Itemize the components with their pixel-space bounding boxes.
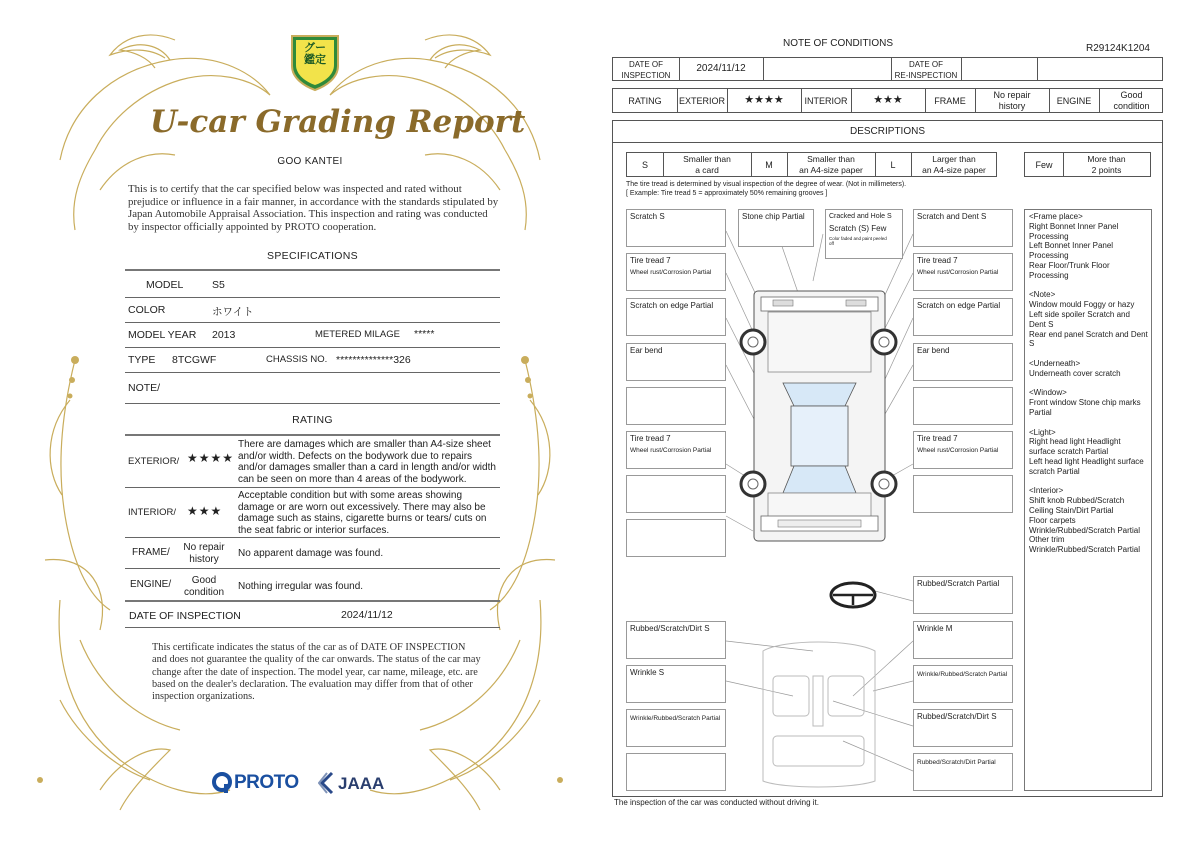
legend-l-desc: Larger than an A4-size paper — [922, 154, 986, 175]
divider — [125, 403, 500, 404]
condition-box — [913, 209, 1013, 247]
condition-box — [825, 209, 903, 259]
cell-divider — [1037, 58, 1038, 80]
condition-text: Color faded and paint peeled off — [829, 236, 887, 246]
frame-value: No repair history — [993, 90, 1031, 111]
tire-rear-right-icon — [872, 472, 896, 496]
legend-l: L — [890, 160, 896, 170]
condition-text: Rubbed/Scratch/Dirt Partial — [917, 759, 996, 766]
tire-example: [ Example: Tire tread 5 = approximately 50% remaining grooves ] — [626, 190, 828, 197]
proto-logo: PROTO — [234, 772, 299, 793]
condition-text: Cracked and Hole S — [829, 213, 892, 220]
model-label: MODEL — [146, 279, 184, 291]
reference-number: R29124K1204 — [1086, 43, 1150, 54]
legend-s: S — [641, 160, 648, 170]
condition-text: Wheel rust/Corrosion Partial — [917, 447, 999, 454]
legend-few: Few — [1035, 160, 1053, 170]
interior-sketch — [763, 642, 875, 787]
frame-value: No repair history — [183, 542, 225, 565]
interior-stars: ★★★ — [873, 94, 903, 106]
model-value: S5 — [212, 279, 225, 291]
divider — [125, 627, 500, 628]
frame-description: No apparent damage was found. — [238, 548, 384, 559]
engine-value: Good condition — [1113, 90, 1150, 111]
exterior-stars: ★★★★ — [187, 451, 235, 465]
condition-box-empty — [913, 475, 1013, 513]
conditions-heading: NOTE OF CONDITIONS — [783, 38, 893, 49]
model-year-value: 2013 — [212, 329, 236, 341]
condition-box — [913, 431, 1013, 469]
divider — [125, 434, 500, 436]
tire-front-left-icon — [741, 330, 765, 354]
condition-text: Scratch S — [630, 212, 665, 221]
condition-box-empty — [913, 387, 1013, 425]
certification-text: This is to certify that the car specified below was inspected and rated without prejudice or influence in a fair manner, in accordance with the standards stipulated by Japan Automobile Appraisal Association. This inspection and rating was conducted by inspector officially appointed by PROTO cooperation. — [128, 183, 499, 234]
condition-text: Wheel rust/Corrosion Partial — [630, 269, 712, 276]
condition-text: Rubbed/Scratch/Dirt S — [917, 712, 997, 721]
condition-box — [913, 253, 1013, 291]
date-reinspection-label: DATE OF RE-INSPECTION — [894, 60, 958, 80]
notes-text: <Frame place> Right Bonnet Inner Panel Processing Left Bonnet Inner Panel Processing Rear Floor/Trunk Floor Processing <Note> Window mould Foggy or hazy Left side spoiler Scratch and Dent S Rear end panel Scratch and Dent S <Underneath> Underneath cover scratch <Window> Front window Stone chip marks Partial <Light> Right head light Headlight surface scratch Partial Left head light Headlight surface scratch Partial <Interior> Shift knob Rubbed/Scratch Ceiling Stain/Dirt Partial Floor carpets Wrinkle/Rubbed/Scratch Partial Other trim Wrinkle/Rubbed/Scratch Partial — [1029, 212, 1148, 555]
divider — [125, 487, 500, 488]
tire-rear-left-icon — [741, 472, 765, 496]
condition-box-empty — [626, 387, 726, 425]
notes-panel — [1024, 209, 1152, 791]
chassis-value: **************326 — [336, 354, 411, 366]
cell-divider — [961, 58, 962, 80]
condition-text: Wrinkle/Rubbed/Scratch Partial — [917, 671, 1008, 678]
condition-text: Tire tread 7 — [917, 434, 958, 443]
jaaa-logo: JAAA — [338, 774, 385, 793]
divider — [125, 600, 500, 602]
legend-few-desc: More than 2 points — [1087, 154, 1126, 175]
exterior-description: There are damages which are smaller than A4-size sheet and/or width. Defects on the bodywork due to repairs and/or damages smaller than a card in length and/or width can be seen on more than 4 areas of the bodywork. — [238, 439, 496, 485]
condition-text: Stone chip Partial — [742, 212, 805, 221]
divider — [125, 568, 500, 569]
condition-text: Ear bend — [630, 346, 663, 355]
condition-text: Wheel rust/Corrosion Partial — [630, 447, 712, 454]
condition-box — [738, 209, 814, 247]
rating-heading: RATING — [292, 414, 333, 426]
color-value: ホワイト — [212, 306, 254, 318]
divider — [125, 347, 500, 348]
goo-kantei-badge — [288, 32, 342, 92]
descriptions-heading: DESCRIPTIONS — [849, 126, 925, 137]
condition-text: Ear bend — [917, 346, 950, 355]
condition-box — [626, 431, 726, 469]
condition-box — [626, 343, 726, 381]
legend-s-desc: Smaller than a card — [683, 154, 731, 175]
condition-box-empty — [626, 753, 726, 791]
condition-box — [626, 209, 726, 247]
steering-wheel-icon — [831, 583, 875, 607]
exterior-label: EXTERIOR/ — [128, 456, 180, 467]
condition-box — [913, 665, 1013, 703]
condition-text: Scratch (S) Few — [829, 224, 887, 233]
legend-m: M — [765, 160, 773, 170]
tire-front-right-icon — [872, 330, 896, 354]
car-body — [754, 291, 885, 541]
interior-label: INTERIOR — [804, 96, 848, 106]
disclaimer-text: This certificate indicates the status of the car as of DATE OF INSPECTION and does not guarantee the quality of the car onwards. The status of the car may change after the date of inspection. The model year, car name, mileage, etc. are based on the dealer's declaration. The evaluation may differ from that of other inspection organizations. — [152, 642, 481, 703]
chassis-label: CHASSIS NO. — [266, 354, 328, 365]
milage-value: ***** — [414, 328, 435, 340]
condition-text: Scratch on edge Partial — [630, 301, 714, 310]
condition-box — [913, 298, 1013, 336]
condition-text: Wrinkle S — [630, 668, 665, 677]
date-of-inspection-value: 2024/11/12 — [341, 609, 393, 621]
divider — [125, 372, 500, 373]
engine-label: ENGINE — [1056, 96, 1092, 106]
frame-label: FRAME — [934, 96, 966, 106]
condition-text: Wheel rust/Corrosion Partial — [917, 269, 999, 276]
condition-text: Rubbed/Scratch Partial — [917, 579, 1000, 588]
report-title: U-car Grading Report — [150, 104, 526, 140]
engine-value: Good condition — [183, 575, 225, 598]
condition-box — [626, 253, 726, 291]
note-label: NOTE/ — [128, 382, 161, 394]
engine-description: Nothing irregular was found. — [238, 581, 364, 592]
divider — [125, 537, 500, 538]
engine-label: ENGINE/ — [130, 579, 172, 590]
condition-box — [913, 576, 1013, 614]
interior-stars: ★★★ — [187, 504, 223, 518]
interior-label: INTERIOR/ — [128, 507, 177, 518]
milage-label: METERED MILAGE — [315, 329, 400, 340]
logo-strip — [210, 768, 400, 798]
condition-box — [626, 621, 726, 659]
jaaa-logo-icon — [318, 771, 336, 795]
date-inspection-value: 2024/11/12 — [696, 63, 746, 74]
brand-name: GOO KANTEI — [277, 156, 343, 167]
specifications-heading: SPECIFICATIONS — [267, 250, 358, 262]
exterior-label: EXTERIOR — [678, 96, 725, 106]
condition-box-empty — [626, 475, 726, 513]
condition-text: Wrinkle/Rubbed/Scratch Partial — [630, 715, 721, 722]
descriptions-panel — [612, 120, 1163, 797]
type-value: 8TCGWF — [172, 354, 217, 366]
legend-m-desc: Smaller than an A4-size paper — [799, 154, 863, 175]
condition-box — [913, 621, 1013, 659]
cell-divider — [763, 58, 764, 80]
badge-text: グー 鑑定 — [304, 42, 326, 66]
proto-logo-icon — [212, 772, 232, 794]
rating-label: RATING — [628, 96, 662, 106]
tire-note: The tire tread is determined by visual inspection of the degree of wear. (Not in millimeters). — [626, 181, 907, 188]
condition-box — [626, 709, 726, 747]
note-of-conditions — [600, 0, 1200, 848]
divider — [125, 269, 500, 271]
model-year-label: MODEL YEAR — [128, 329, 197, 341]
frame-label: FRAME/ — [132, 547, 170, 558]
condition-text: Tire tread 7 — [917, 256, 958, 265]
condition-box — [913, 753, 1013, 791]
condition-box — [913, 709, 1013, 747]
divider — [125, 322, 500, 323]
date-of-inspection-label: DATE OF INSPECTION — [129, 610, 241, 622]
condition-text: Scratch and Dent S — [917, 212, 987, 221]
condition-text: Tire tread 7 — [630, 256, 671, 265]
interior-description: Acceptable condition but with some areas showing damage or are worn out excessively. There may also be damage such as stains, cigarette burns or tears/ cuts on the seat fabric or interior surfaces. — [238, 490, 487, 536]
exterior-stars: ★★★★ — [744, 94, 784, 106]
type-label: TYPE — [128, 354, 156, 366]
condition-text: Tire tread 7 — [630, 434, 671, 443]
divider — [125, 297, 500, 298]
color-label: COLOR — [128, 304, 166, 316]
date-row — [612, 57, 1163, 81]
inspection-footer: The inspection of the car was conducted without driving it. — [614, 798, 819, 807]
condition-text: Wrinkle M — [917, 624, 953, 633]
date-inspection-label: DATE OF INSPECTION — [621, 60, 671, 80]
condition-box — [626, 298, 726, 336]
condition-text: Scratch on edge Partial — [917, 301, 1001, 310]
rating-row — [612, 88, 1163, 113]
condition-box — [913, 343, 1013, 381]
condition-box — [626, 665, 726, 703]
condition-box-empty — [626, 519, 726, 557]
condition-text: Rubbed/Scratch/Dirt S — [630, 624, 710, 633]
